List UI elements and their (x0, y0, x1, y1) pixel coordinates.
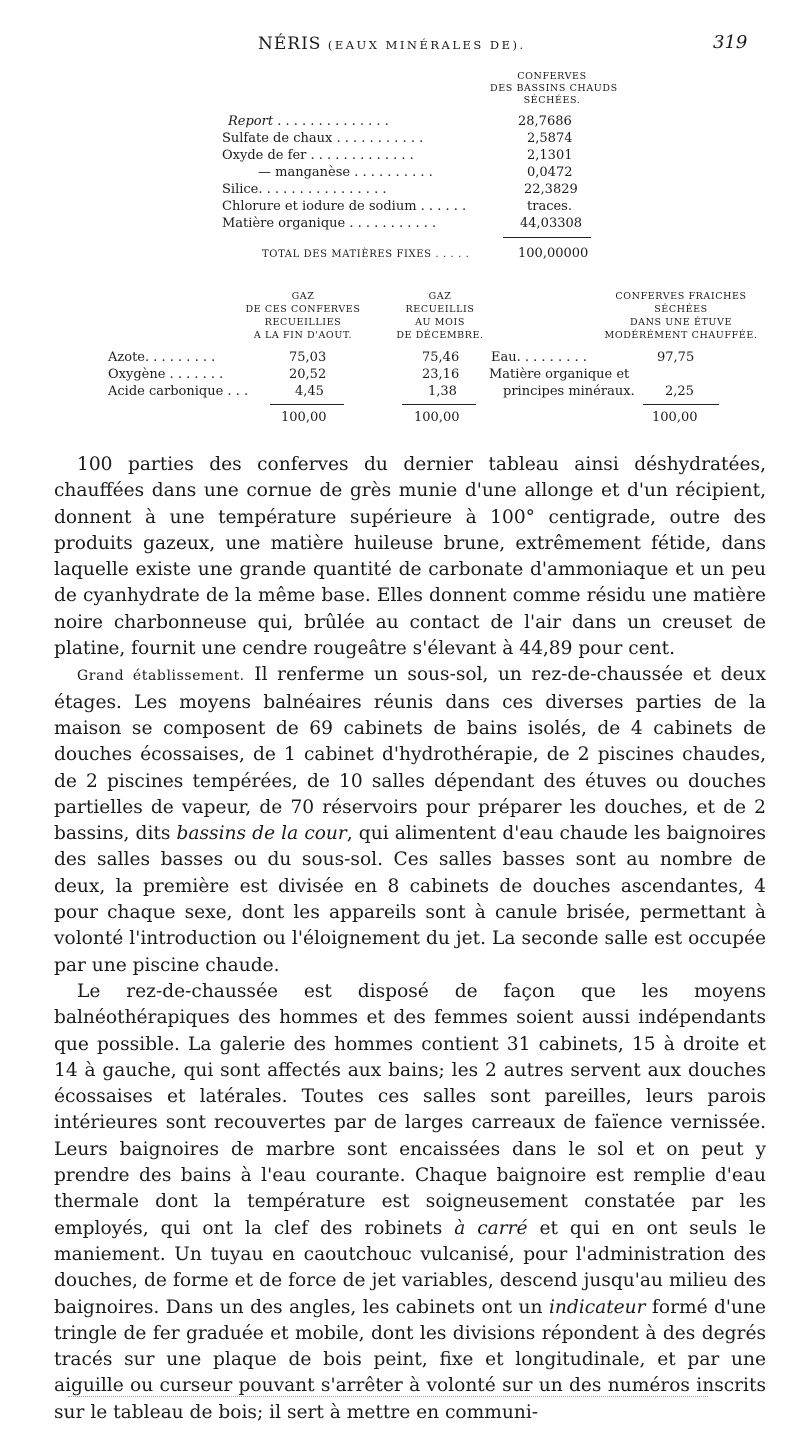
table1-row-value: 0,0472 (527, 165, 573, 180)
table2-total-conferves: 100,00 (652, 410, 698, 425)
table2-col2-header: AU MOIS (415, 317, 465, 328)
table1-row-label: Oxyde de fer . . . . . . . . . . . . . (222, 148, 414, 163)
table2-col1-header: GAZ (291, 291, 315, 302)
table1-row-label: Silice. . . . . . . . . . . . . . . . (222, 182, 387, 197)
table2-aout-value: 75,03 (289, 350, 327, 365)
table2-right-label: Eau. . . . . . . . . (491, 350, 587, 365)
table2-row-label: Oxygène . . . . . . . (108, 367, 224, 382)
table2-right-label: Matière organique et (489, 367, 630, 382)
table2-col2-header: GAZ (428, 291, 452, 302)
table2-total-decembre: 100,00 (414, 410, 460, 425)
table2-row-label: Acide carbonique . . . (108, 384, 249, 399)
table1-row-label: Report . . . . . . . . . . . . . . (228, 114, 389, 129)
table2-total-rule-1 (270, 404, 344, 405)
table2-decembre-value: 23,16 (422, 367, 460, 382)
table1-row-value: 2,1301 (527, 148, 573, 163)
table1-row-value: traces. (527, 199, 572, 214)
table1-row-label: Matière organique . . . . . . . . . . . (222, 216, 437, 231)
table2-total-rule-3 (643, 404, 719, 405)
table1-row-value: 2,5874 (527, 131, 573, 146)
table2-aout-value: 20,52 (289, 367, 327, 382)
table2-total-rule-2 (402, 404, 476, 405)
table2-col1-header: DE CES CONFERVES (245, 304, 361, 315)
table2-aout-value: 4,45 (295, 384, 324, 399)
section-heading: Grand établissement. (77, 668, 245, 685)
table2-col2-header: DE DÉCEMBRE. (396, 330, 484, 341)
table1-total-label: TOTAL DES MATIÈRES FIXES . . . . . (262, 249, 470, 260)
table1-total-value: 100,00000 (518, 246, 589, 261)
table2-col1-header: A LA FIN D'AOUT. (253, 330, 353, 341)
table1-col-header-3: SÉCHÉES. (523, 95, 581, 106)
table1-row-value: 44,03308 (520, 216, 583, 231)
table1-row-label: Sulfate de chaux . . . . . . . . . . . (222, 131, 424, 146)
table1-row-label: — manganèse . . . . . . . . . . (258, 165, 433, 180)
table2-right-value: 2,25 (665, 384, 694, 399)
table2-col3-header: SÉCHÉES (654, 304, 708, 315)
table2-col3-header: MODÉRÉMENT CHAUFFÉE. (604, 330, 758, 341)
table2-decembre-value: 1,38 (428, 384, 457, 399)
table1-col-header-2: DES BASSINS CHAUDS (490, 83, 618, 94)
table2-col3-header: CONFERVES FRAICHES (615, 291, 747, 302)
header-subtitle: (EAUX MINÉRALES DE). (327, 38, 526, 52)
header-title: NÉRIS (258, 34, 322, 54)
table1-col-header-1: CONFERVES (517, 71, 587, 82)
bottom-bleed-line (68, 1396, 708, 1397)
table2-right-label: principes minéraux. (503, 384, 635, 399)
body-text (54, 452, 766, 1426)
paragraph-grand-etablissement: Grand établissement. Il renferme un sous-sol, un rez-de-chaussée et deux étages. Les moyens balnéaires réunis dans ces diverses parties de la maison se composent de 69 cabinets de bains isolés, de 4 cabinets de douches écossaises, de 1 cabinet d'hydrothérapie, de 2 piscines chaudes, de 2 piscines tempérées, de 10 salles dépendant des étuves ou douches partielles de vapeur, de 70 réservoirs pour préparer les douches, et de 2 bassins, dits bassins de la cour, qui alimentent d'eau chaude les baignoires des salles basses ou du sous-sol. Ces salles basses sont au nombre de deux, la première est divisée en 8 cabinets de douches ascendantes, 4 pour chaque sexe, dont les appareils sont à canule brisée, permettant à volonté l'introduction ou l'éloignement du jet. La seconde salle est occupée par une piscine chaude. (54, 664, 766, 976)
table1-total-rule (503, 237, 591, 238)
paragraph-distillation: 100 parties des conferves du dernier tableau ainsi déshydratées, chauffées dans une cornue de grès munie d'une allonge et d'un récipient, donnent à une température supérieure à 100° centigrade, outre des produits gazeux, une matière huileuse brune, extrêmement fétide, dans laquelle existe une grande quantité de carbonate d'ammoniaque et un peu de cyanhydrate de la même base. Elles donnent comme résidu une matière noire charbonneuse qui, brûlée au contact de l'air dans un creuset de platine, fournit une cendre rougeâtre s'élevant à 44,89 pour cent. (54, 454, 766, 660)
table2-right-value: 97,75 (657, 350, 695, 365)
table1-row-value: 28,7686 (518, 114, 572, 129)
table1-row-label: Chlorure et iodure de sodium . . . . . . (222, 199, 467, 214)
table2-total-aout: 100,00 (281, 410, 327, 425)
running-header (258, 34, 526, 54)
table2-col3-header: DANS UNE ÉTUVE (629, 317, 733, 328)
page-number: 319 (713, 32, 748, 53)
table2-row-label: Azote. . . . . . . . . (108, 350, 216, 365)
table1-row-value: 22,3829 (524, 182, 578, 197)
table2-decembre-value: 75,46 (422, 350, 460, 365)
paragraph-rez-de-chaussee: Le rez-de-chaussée est disposé de façon que les moyens balnéothérapiques des hommes et des femmes soient aussi indépendants que possible. La galerie des hommes contient 31 cabinets, 15 à droite et 14 à gauche, qui sont affectés aux bains; les 2 autres servent aux douches écossaises et latérales. Toutes ces salles sont pareilles, leurs parois intérieures sont recouvertes par de larges carreaux de faïence vernissée. Leurs baignoires de marbre sont encaissées dans le sol et on peut y prendre des bains à l'eau courante. Chaque baignoire est remplie d'eau thermale dont la température est soigneusement constatée par les employés, qui ont la clef des robinets à carré et qui en ont seuls le maniement. Un tuyau en caoutchouc vulcanisé, pour l'administration des douches, de forme et de force de jet variables, descend jusqu'au milieu des baignoires. Dans un des angles, les cabinets ont un indicateur formé d'une tringle de fer graduée et mobile, dont les divisions répondent à des degrés tracés sur une plaque de bois peint, fixe et longitudinale, et par une aiguille ou curseur pouvant s'arrêter à volonté sur un des numéros inscrits sur le tableau de bois; il sert à mettre en communi- (54, 980, 767, 1423)
table2-col2-header: RECUEILLIS (405, 304, 475, 315)
table2-col1-header: RECUEILLIES (264, 317, 342, 328)
